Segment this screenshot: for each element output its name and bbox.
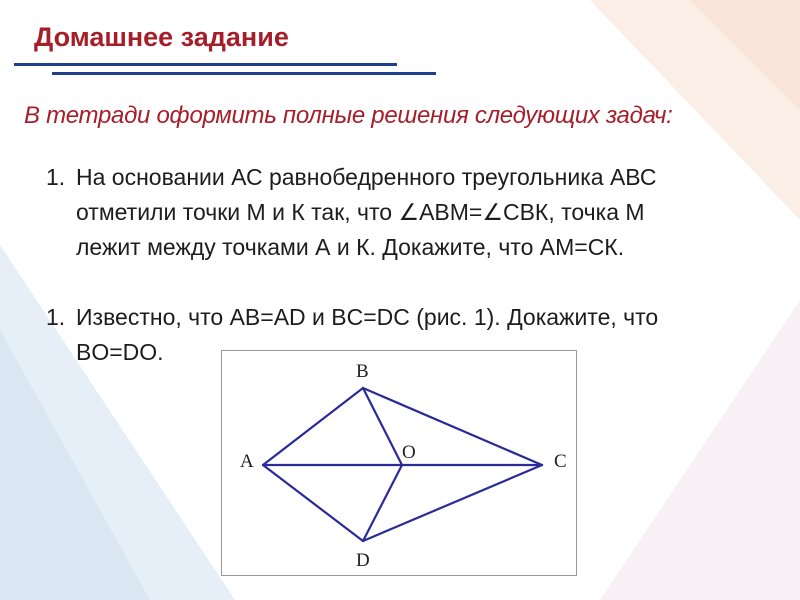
task-line (46, 300, 658, 335)
task-line (46, 160, 656, 195)
figure-drawing (222, 351, 578, 577)
task-text: BO=DO. (76, 339, 164, 365)
segment-da (263, 465, 363, 541)
task-text: Известно, что AB=AD и BC=DC (рис. 1). Докажите, что (76, 304, 659, 330)
slide-title: Домашнее задание (34, 22, 289, 52)
task-number: 1. (46, 304, 66, 330)
point-label-c: C (554, 451, 567, 472)
title-underline-top (14, 63, 397, 66)
slide-subtitle: В тетради оформить полные решения следующих задач: (24, 102, 673, 129)
segment-od (363, 465, 402, 541)
point-label-d: D (356, 550, 370, 571)
title-underline-bottom (52, 72, 436, 75)
task-text: лежит между точками А и К. Докажите, что АМ=СК. (76, 234, 625, 260)
segment-bd (363, 388, 402, 465)
task-text: На основании АС равнобедренного треугольника АВС (76, 164, 657, 190)
task-text: отметили точки М и К так, что ∠АВМ=∠СВК, точка М (76, 199, 645, 225)
segment-ab (263, 388, 363, 465)
geometry-figure (221, 350, 577, 576)
task-item (46, 160, 656, 265)
segment-bc (363, 388, 542, 465)
point-label-a: A (240, 451, 254, 472)
point-label-o: O (402, 442, 416, 463)
segment-cd (363, 465, 542, 541)
task-number: 1. (46, 164, 66, 190)
point-label-b: B (356, 361, 369, 382)
